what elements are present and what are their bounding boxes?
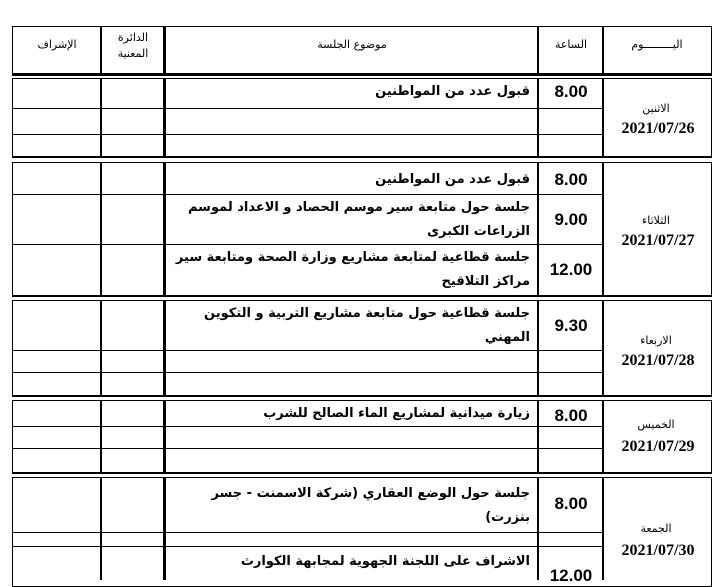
col-divider <box>537 400 539 474</box>
session-time: 12.00 <box>549 260 593 279</box>
col-divider <box>602 400 604 474</box>
header-time: الساعة <box>554 38 588 51</box>
col-divider <box>602 162 604 297</box>
col-divider <box>100 162 102 297</box>
day-date: 2021/07/27 <box>621 232 695 249</box>
row-line <box>12 350 604 351</box>
row-rule <box>12 395 712 397</box>
session-time: 12.00 <box>549 566 593 585</box>
day-name: الاربعاء <box>640 334 672 347</box>
day-date: 2021/07/29 <box>621 438 695 455</box>
col-divider <box>100 477 102 580</box>
session-subject: زيارة ميدانية لمشاريع الماء الصالح للشرب <box>263 406 530 421</box>
day-date: 2021/07/30 <box>621 542 695 559</box>
header-supervision: الإشراف <box>37 38 77 51</box>
col-divider <box>537 162 539 297</box>
day-name: الثلاثاء <box>642 214 670 227</box>
session-subject: قبول عدد من المواطنين <box>375 172 530 187</box>
day-date: 2021/07/26 <box>621 120 695 137</box>
col-divider <box>537 78 539 158</box>
header-divider <box>163 26 166 76</box>
session-subject: جلسة قطاعية لمتابعة مشاريع وزارة الصحة ومتابعة سير مراكز التلاقيح <box>175 250 530 289</box>
row-rule <box>12 156 712 158</box>
col-divider <box>602 300 604 397</box>
session-time: 8.00 <box>554 170 588 189</box>
col-divider <box>163 78 166 158</box>
session-time: 9.30 <box>554 316 588 335</box>
day-name: الجمعة <box>640 522 672 535</box>
col-divider <box>602 477 604 580</box>
day-name: الاثنين <box>642 102 670 115</box>
session-time: 8.00 <box>554 82 588 101</box>
row-line <box>12 372 604 373</box>
session-subject: جلسة قطاعية حول متابعة مشاريع التربية و التكوين المهني <box>204 306 530 345</box>
col-divider <box>537 300 539 397</box>
row-line <box>12 448 604 449</box>
row-line <box>12 134 604 135</box>
session-subject: جلسة حول متابعة سير موسم الحصاد و الاعداد لموسم الزراعات الكبرى <box>187 200 530 239</box>
col-divider <box>163 400 166 474</box>
row-line <box>12 546 604 547</box>
header-day: اليـــــــــوم <box>631 38 683 51</box>
session-time: 9.00 <box>554 210 588 229</box>
header-rule <box>12 73 712 75</box>
header-divider <box>602 26 604 76</box>
col-divider <box>100 400 102 474</box>
row-line <box>12 194 604 195</box>
row-line <box>12 108 604 109</box>
col-divider <box>163 300 166 397</box>
row-rule <box>12 295 712 297</box>
session-subject: جلسة حول الوضع العقاري (شركة الاسمنت - جسر بنزرت) <box>211 486 530 525</box>
day-name: الخميس <box>637 418 675 431</box>
header-department: الدائرة المعنية <box>117 31 149 60</box>
col-divider <box>163 477 166 580</box>
row-rule <box>12 472 712 474</box>
col-divider <box>100 78 102 158</box>
header-divider <box>537 26 539 76</box>
session-time: 8.00 <box>554 494 588 513</box>
header-subject: موضوع الجلسة <box>317 38 387 51</box>
session-time: 8.00 <box>554 406 588 425</box>
col-divider <box>100 300 102 397</box>
row-line <box>12 426 604 427</box>
col-divider <box>163 162 166 297</box>
col-divider <box>537 477 539 580</box>
row-line <box>12 532 604 533</box>
session-subject: قبول عدد من المواطنين <box>375 84 530 99</box>
header-divider <box>100 26 102 76</box>
row-line <box>12 244 604 245</box>
session-subject: الاشراف على اللجنة الجهوية لمجابهة الكوارث <box>240 554 530 569</box>
col-divider <box>602 78 604 158</box>
day-date: 2021/07/28 <box>621 352 695 369</box>
